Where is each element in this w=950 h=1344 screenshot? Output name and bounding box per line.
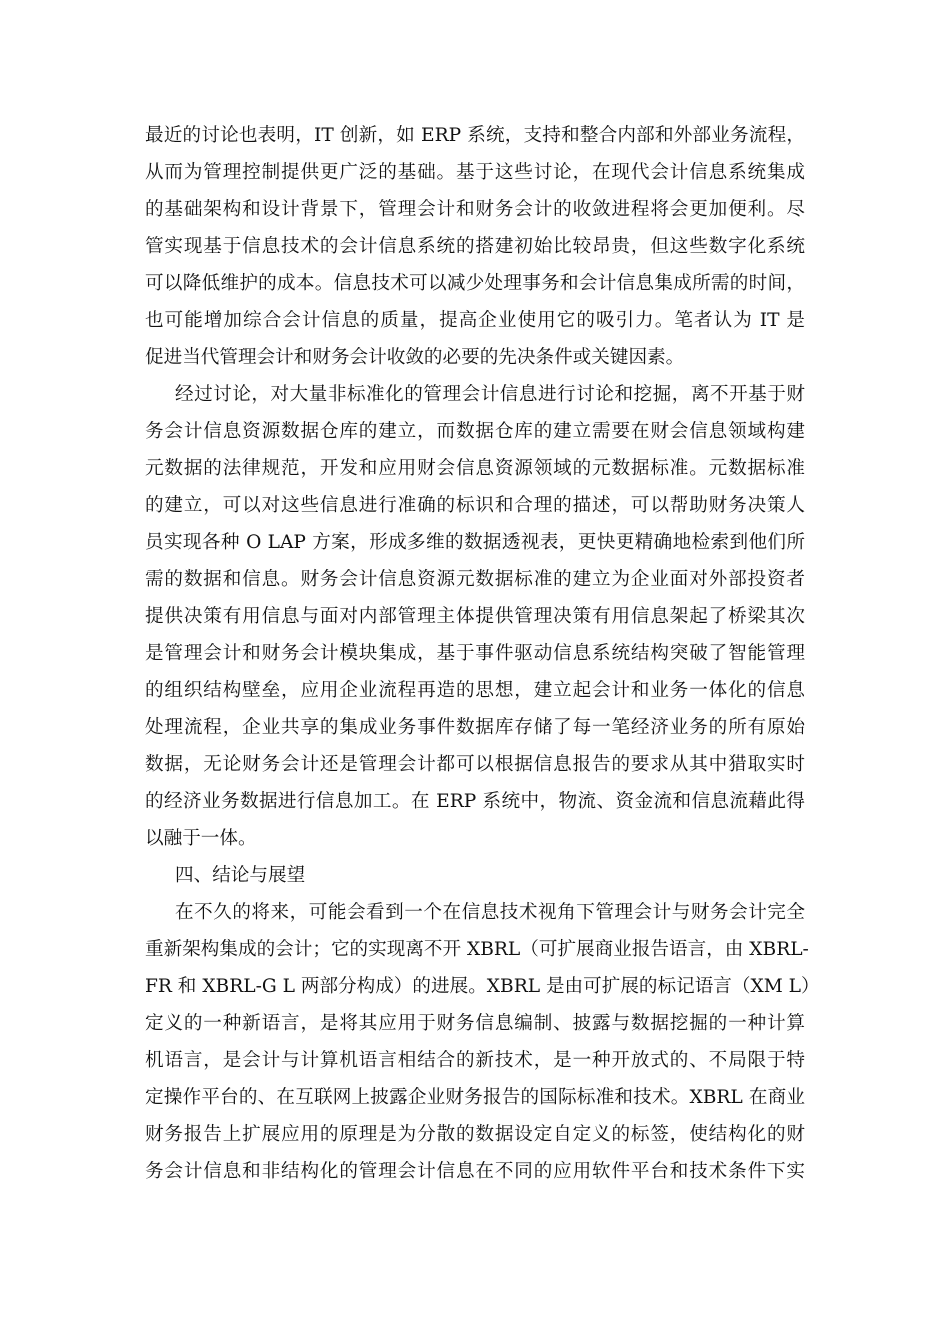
text-line: 也可能增加综合会计信息的质量，提高企业使用它的吸引力。笔者认为 IT 是 <box>145 310 805 331</box>
text-line: 定义的一种新语言，是将其应用于财务信息编制、披露与数据挖掘的一种计算 <box>145 1013 805 1034</box>
section-heading: 四、结论与展望 <box>175 865 306 886</box>
text-line: 的建立，可以对这些信息进行准确的标识和合理的描述，可以帮助财务决策人 <box>145 495 805 516</box>
text-line: 促进当代管理会计和财务会计收敛的必要的先决条件或关键因素。 <box>145 347 685 368</box>
text-line: 重新架构集成的会计；它的实现离不开 XBRL（可扩展商业报告语言，由 XBRL- <box>145 939 809 960</box>
text-line: FR 和 XBRL-G L 两部分构成）的进展。XBRL 是由可扩展的标记语言（XM L） <box>145 976 820 997</box>
text-line: 元数据的法律规范，开发和应用财会信息资源领域的元数据标准。元数据标准 <box>145 458 805 479</box>
text-line: 是管理会计和财务会计模块集成，基于事件驱动信息系统结构突破了智能管理 <box>145 643 805 664</box>
text-line: 机语言，是会计与计算机语言相结合的新技术，是一种开放式的、不局限于特 <box>145 1050 805 1071</box>
text-line: 在不久的将来，可能会看到一个在信息技术视角下管理会计与财务会计完全 <box>175 902 805 923</box>
text-line: 从而为管理控制提供更广泛的基础。基于这些讨论，在现代会计信息系统集成 <box>145 162 805 183</box>
text-line: 最近的讨论也表明，IT 创新，如 ERP 系统，支持和整合内部和外部业务流程， <box>145 125 805 146</box>
text-line: 以融于一体。 <box>145 828 257 849</box>
text-line: 员实现各种 O LAP 方案，形成多维的数据透视表，更快更精确地检索到他们所 <box>145 532 805 553</box>
text-line: 务会计信息资源数据仓库的建立，而数据仓库的建立需要在财会信息领域构建 <box>145 421 805 442</box>
text-line: 处理流程，企业共享的集成业务事件数据库存储了每一笔经济业务的所有原始 <box>145 717 805 738</box>
text-line: 的经济业务数据进行信息加工。在 ERP 系统中，物流、资金流和信息流藉此得 <box>145 791 805 812</box>
text-line: 管实现基于信息技术的会计信息系统的搭建初始比较昂贵，但这些数字化系统 <box>145 236 805 257</box>
text-line: 数据，无论财务会计还是管理会计都可以根据信息报告的要求从其中猎取实时 <box>145 754 805 775</box>
text-line: 务会计信息和非结构化的管理会计信息在不同的应用软件平台和技术条件下实 <box>145 1161 805 1182</box>
text-line: 的基础架构和设计背景下，管理会计和财务会计的收敛进程将会更加便利。尽 <box>145 199 805 220</box>
text-line: 需的数据和信息。财务会计信息资源元数据标准的建立为企业面对外部投资者 <box>145 569 805 590</box>
text-line: 定操作平台的、在互联网上披露企业财务报告的国际标准和技术。XBRL 在商业 <box>145 1087 805 1108</box>
text-line: 财务报告上扩展应用的原理是为分散的数据设定自定义的标签，使结构化的财 <box>145 1124 805 1145</box>
text-line: 经过讨论，对大量非标准化的管理会计信息进行讨论和挖掘，离不开基于财 <box>175 384 805 405</box>
text-line: 提供决策有用信息与面对内部管理主体提供管理决策有用信息架起了桥梁其次 <box>145 606 805 627</box>
text-line: 的组织结构壁垒，应用企业流程再造的思想，建立起会计和业务一体化的信息 <box>145 680 805 701</box>
text-line: 可以降低维护的成本。信息技术可以减少处理事务和会计信息集成所需的时间， <box>145 273 805 294</box>
